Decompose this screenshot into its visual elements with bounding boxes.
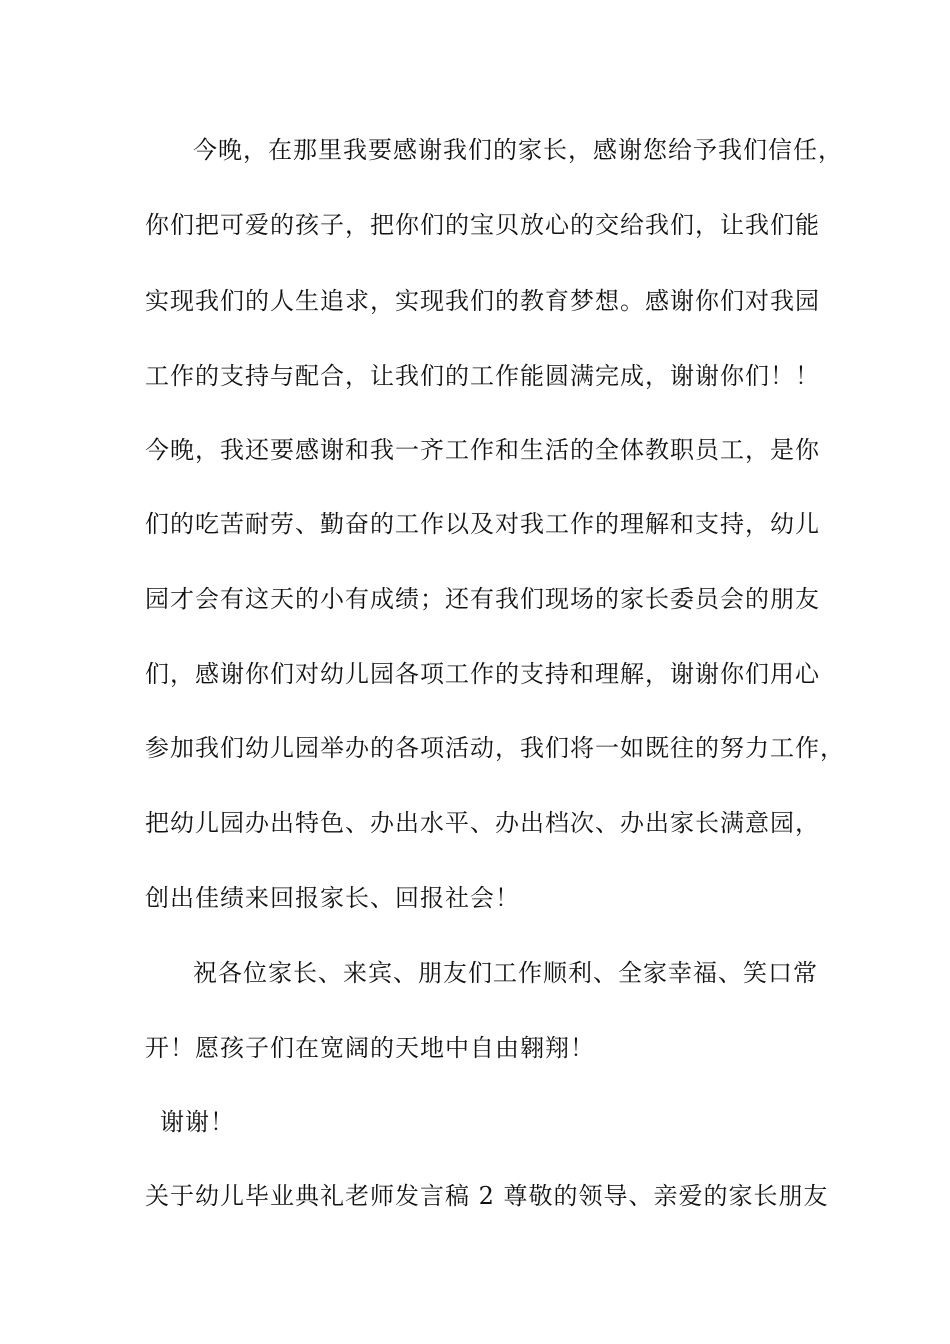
text-line-8: 们，感谢你们对幼儿园各项工作的支持和理解，谢谢你们用心	[145, 660, 820, 688]
text-line-7: 园才会有这天的小有成绩；还有我们现场的家长委员会的朋友	[145, 585, 820, 613]
text-line-10: 把幼儿园办出特色、办出水平、办出档次、办出家长满意园，	[145, 809, 820, 837]
text-line-3: 实现我们的人生追求，实现我们的教育梦想。感谢你们对我园	[145, 287, 820, 315]
text-line-5: 今晚，我还要感谢和我一齐工作和生活的全体教职员工，是你	[145, 436, 820, 464]
text-line-6: 们的吃苦耐劳、勤奋的工作以及对我工作的理解和支持，幼儿	[145, 510, 820, 538]
text-line-15: 关于幼儿毕业典礼老师发言稿 2 尊敬的领导、亲爱的家长朋友	[145, 1182, 829, 1210]
text-line-11: 创出佳绩来回报家长、回报社会！	[145, 884, 520, 912]
text-line-14: 谢谢！	[160, 1108, 235, 1136]
text-line-9: 参加我们幼儿园举办的各项活动，我们将一如既往的努力工作，	[145, 734, 845, 762]
text-line-2: 你们把可爱的孩子，把你们的宝贝放心的交给我们，让我们能	[145, 211, 820, 239]
text-line-1: 今晚，在那里我要感谢我们的家长，感谢您给予我们信任，	[193, 136, 843, 164]
text-line-13: 开！愿孩子们在宽阔的天地中自由翱翔！	[145, 1034, 595, 1062]
text-line-4: 工作的支持与配合，让我们的工作能圆满完成，谢谢你们！！	[145, 362, 820, 390]
text-line-12: 祝各位家长、来宾、朋友们工作顺利、全家幸福、笑口常	[193, 959, 818, 987]
